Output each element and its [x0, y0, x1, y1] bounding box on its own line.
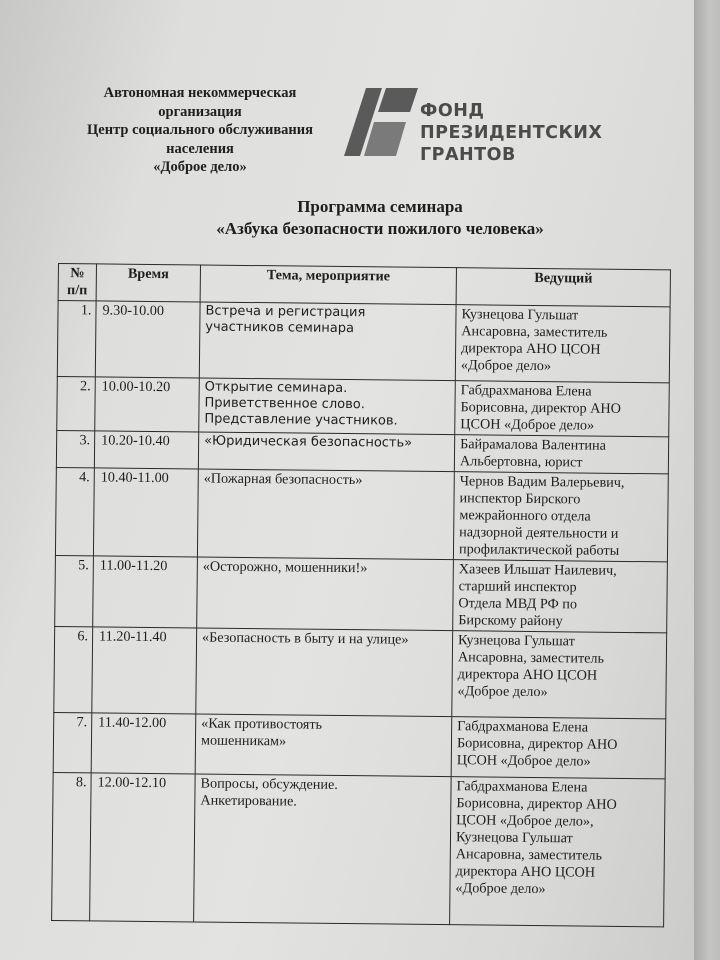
host-line: «Доброе дело»	[457, 683, 548, 701]
host-line: Габдрахманова Елена	[457, 718, 589, 736]
header-num-line: №	[70, 265, 85, 282]
row-host	[454, 435, 668, 474]
host-line: Кузнецова Гульшат	[461, 306, 579, 324]
row-number: 6.	[54, 626, 93, 712]
host-line: инспектор Бирского	[459, 490, 581, 508]
host-line: Габдрахманова Елена	[456, 778, 588, 796]
seminar-schedule-table	[51, 263, 671, 927]
topic-line: «Осторожно, мошенники!»	[202, 558, 368, 577]
host-line: надзорной деятельности и	[459, 524, 619, 542]
topic-line: «Юридическая безопасность»	[204, 433, 413, 451]
table-row	[52, 772, 666, 926]
row-number: 4.	[55, 467, 94, 555]
table-row	[57, 301, 670, 383]
header-num	[58, 264, 96, 301]
row-number: 8.	[52, 772, 92, 920]
logo-mark-icon	[340, 82, 420, 162]
host-line: старший инспектор	[458, 578, 577, 596]
host-line: ЦСОН «Доброе дело»	[456, 752, 591, 770]
host-line: директора АНО ЦСОН	[461, 340, 601, 358]
host-line: Альбертовна, юрист	[459, 453, 583, 471]
program-title	[170, 196, 590, 240]
host-line: директора АНО ЦСОН	[457, 666, 598, 684]
row-number: 1.	[57, 301, 96, 377]
org-line: организация	[158, 103, 242, 120]
row-host	[453, 560, 668, 633]
topic-line: мошенникам»	[200, 732, 287, 750]
host-line: Хазеев Ильшат Наилевич,	[458, 561, 617, 579]
program-subtitle: «Азбука безопасности пожилого человека»	[216, 219, 544, 238]
row-host	[453, 472, 668, 562]
row-topic	[199, 302, 456, 381]
topic-line: «Безопасность в быту и на улице»	[202, 629, 409, 648]
host-line: Ансаровна, заместитель	[461, 323, 608, 341]
header-time: Время	[96, 264, 200, 302]
header-topic: Тема, мероприятие	[200, 265, 456, 305]
row-number: 7.	[53, 712, 92, 772]
host-line: Бирскому району	[458, 612, 563, 630]
logo-line: ФОНД	[420, 101, 485, 121]
topic-line: Приветственное слово.	[204, 395, 365, 413]
topic-line: участников семинара	[205, 319, 355, 337]
host-line: Борисовна, директор АНО	[456, 735, 618, 753]
background-edge	[694, 0, 720, 960]
host-line: директора АНО ЦСОН	[455, 863, 596, 881]
host-line: Отдела МВД РФ по	[458, 595, 578, 613]
row-host	[450, 777, 666, 927]
row-topic	[197, 469, 454, 560]
row-time: 11.40-12.00	[91, 713, 196, 774]
topic-line: «Пожарная безопасность»	[203, 470, 363, 489]
row-host	[455, 381, 670, 437]
row-topic	[197, 557, 454, 631]
row-host	[451, 717, 666, 779]
presidential-grants-logo	[340, 76, 630, 176]
host-line: Ансаровна, заместитель	[455, 846, 603, 864]
host-line: «Доброе дело»	[460, 357, 552, 375]
topic-line: Анкетирование.	[200, 792, 297, 810]
row-topic	[195, 714, 452, 777]
table-row	[55, 555, 668, 632]
row-time: 11.20-11.40	[92, 627, 197, 714]
row-time: 12.00-12.10	[90, 773, 196, 922]
header-host: Ведущий	[456, 268, 670, 307]
row-host	[455, 305, 670, 383]
row-number: 5.	[55, 555, 94, 626]
host-line: «Доброе дело»	[455, 880, 546, 898]
table-row	[55, 467, 668, 561]
host-line: Чернов Вадим Валерьевич,	[459, 473, 625, 491]
row-time: 10.20-10.40	[94, 431, 198, 469]
table-row	[57, 376, 670, 436]
table-row	[54, 626, 667, 718]
topic-line: Представление участников.	[204, 411, 398, 429]
row-topic	[199, 378, 456, 435]
row-number: 3.	[56, 430, 94, 467]
topic-line: Вопросы, обсуждение.	[200, 775, 338, 793]
topic-line: Встреча и регистрация	[205, 303, 366, 321]
host-line: ЦСОН «Доброе дело»	[460, 416, 595, 434]
table-header-row	[58, 264, 670, 307]
host-line: Борисовна, директор АНО	[456, 795, 617, 813]
org-line: населения	[166, 140, 234, 157]
row-topic	[198, 432, 454, 472]
organization-header	[62, 84, 338, 177]
row-time: 10.00-10.20	[95, 377, 200, 432]
host-line: ЦСОН «Доброе дело»,	[456, 812, 594, 830]
host-line: профилактической работы	[458, 541, 620, 559]
org-line: Автономная некоммерческая	[103, 85, 297, 101]
row-time: 10.40-11.00	[93, 468, 198, 557]
row-number: 2.	[57, 376, 96, 430]
table-row	[56, 430, 668, 473]
host-line: межрайонного отдела	[459, 507, 591, 525]
row-time: 11.00-11.20	[93, 556, 198, 628]
row-topic	[196, 628, 453, 717]
logo-line: ГРАНТОВ	[420, 145, 516, 165]
host-line: Габдрахманова Елена	[460, 382, 592, 400]
host-line: Кузнецова Гульшат	[455, 829, 573, 847]
table-row	[53, 712, 666, 778]
topic-line: Открытие семинара.	[204, 379, 348, 397]
row-topic	[194, 774, 452, 925]
program-title-line: Программа семинара	[297, 197, 463, 216]
row-host	[452, 631, 667, 719]
logo-text	[420, 100, 602, 166]
header-num-line: п/п	[66, 282, 88, 299]
host-line: Кузнецова Гульшат	[457, 632, 575, 650]
host-line: Байрамалова Валентина	[460, 436, 606, 454]
row-time: 9.30-10.00	[95, 301, 200, 378]
logo-line: ПРЕЗИДЕНТСКИХ	[420, 123, 603, 143]
host-line: Борисовна, директор АНО	[460, 399, 621, 417]
org-line: «Доброе дело»	[153, 159, 247, 175]
org-line: Центр социального обслуживания	[87, 122, 313, 138]
topic-line: «Как противостоять	[201, 715, 323, 733]
host-line: Ансаровна, заместитель	[457, 649, 605, 667]
